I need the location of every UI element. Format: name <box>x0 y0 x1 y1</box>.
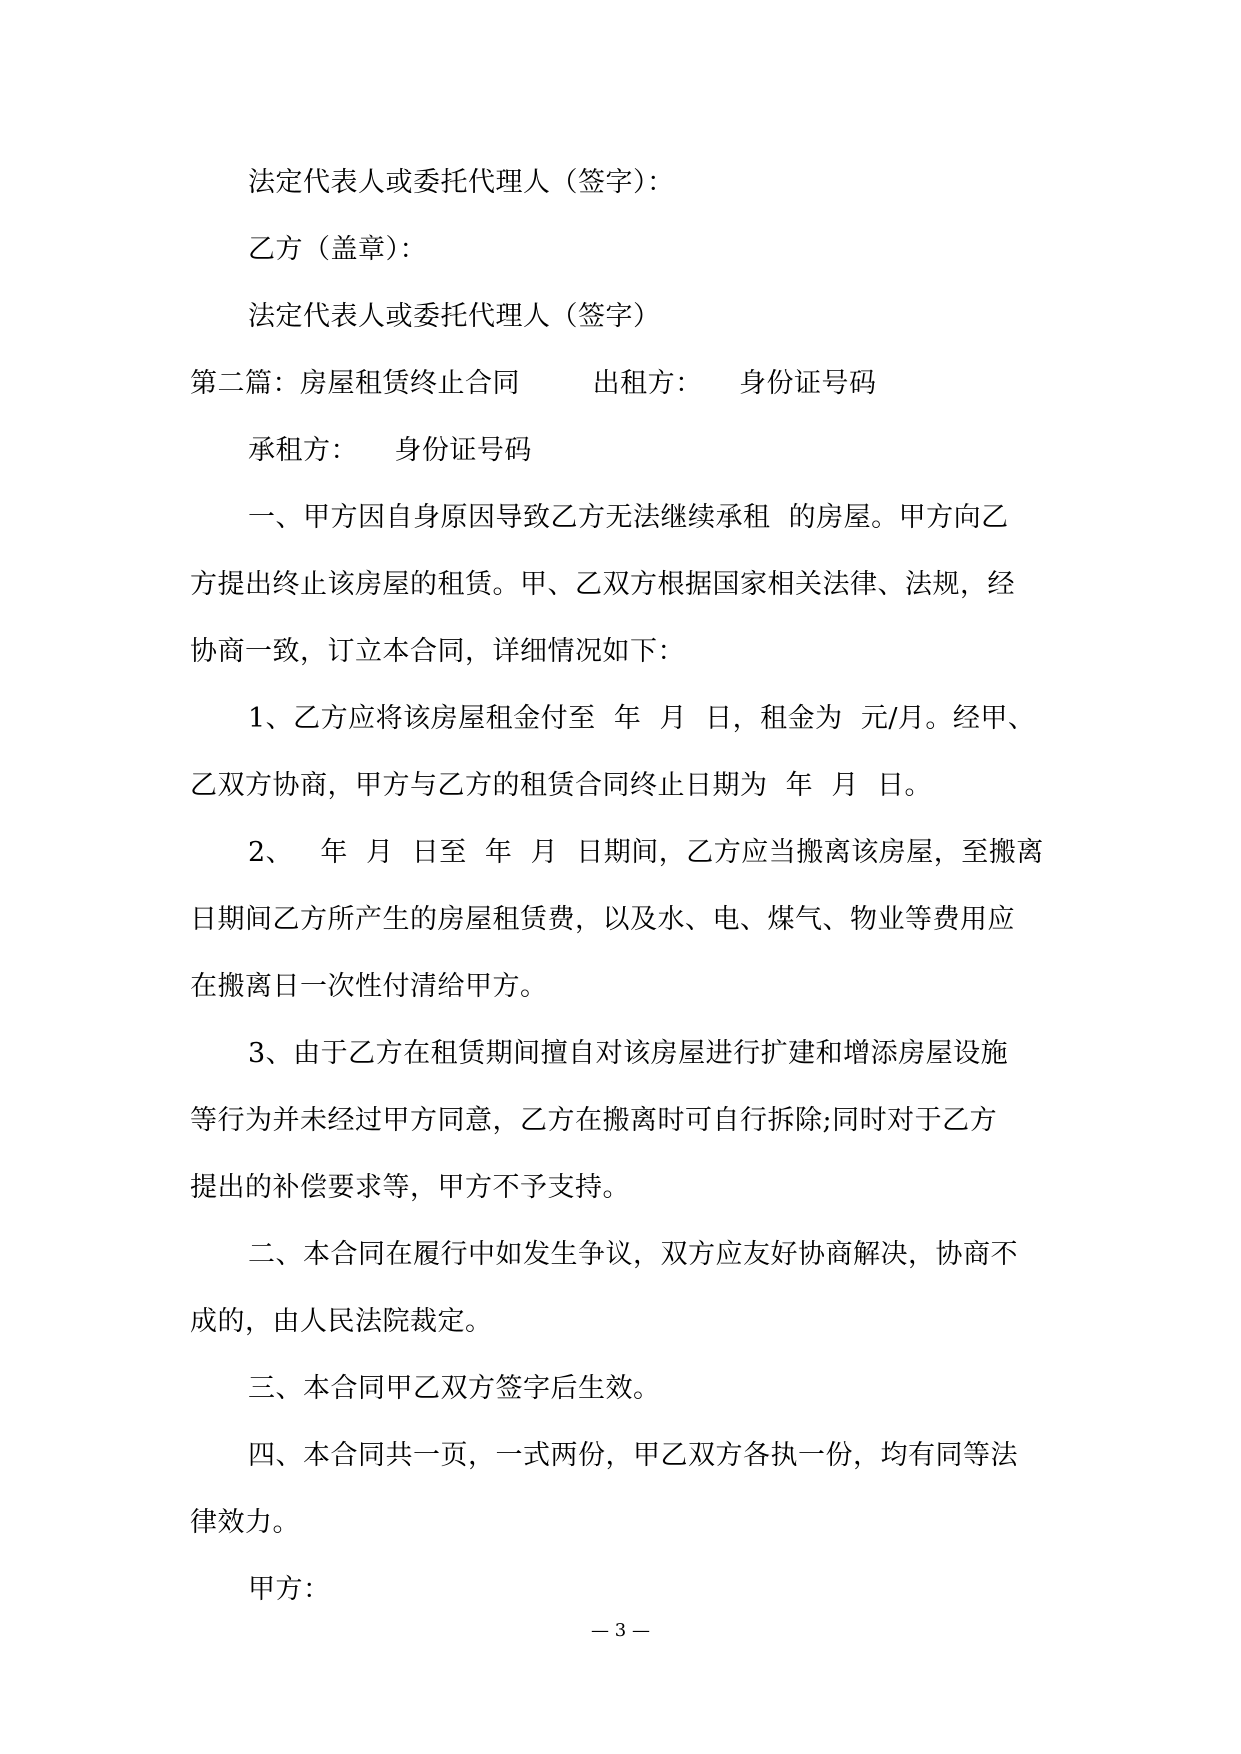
clause-1-line-2: 乙双方协商，甲方与乙方的租赁合同终止日期为 年 月 日。 <box>190 770 932 801</box>
clause-3-line-1: 3、由于乙方在租赁期间擅自对该房屋进行扩建和增添房屋设施 <box>248 1038 1009 1069</box>
signature-line-party-b-rep: 法定代表人或委托代理人（签字） <box>248 301 661 332</box>
paragraph-1-line-3: 协商一致，订立本合同，详细情况如下： <box>190 636 685 667</box>
section-heading-lessor: 第二篇：房屋租赁终止合同 出租方： 身份证号码 <box>190 368 877 399</box>
clause-1-line-1: 1、乙方应将该房屋租金付至 年 月 日，租金为 元/月。经甲、 <box>248 703 1036 734</box>
page-number: — 3 — <box>591 1620 650 1641</box>
party-b-seal-line: 乙方（盖章）： <box>248 234 427 265</box>
clause-3-line-3: 提出的补偿要求等，甲方不予支持。 <box>190 1172 630 1203</box>
paragraph-1-line-2: 方提出终止该房屋的租赁。甲、乙双方根据国家相关法律、法规，经 <box>190 569 1015 600</box>
article-2-line-1: 二、本合同在履行中如发生争议，双方应友好协商解决，协商不 <box>248 1239 1018 1270</box>
article-3-line: 三、本合同甲乙双方签字后生效。 <box>248 1373 661 1404</box>
article-4-line-1: 四、本合同共一页，一式两份，甲乙双方各执一份，均有同等法 <box>248 1440 1018 1471</box>
clause-2-line-1: 2、 年 月 日至 年 月 日期间，乙方应当搬离该房屋，至搬离 <box>248 837 1044 868</box>
lessee-line: 承租方： 身份证号码 <box>248 435 532 466</box>
clause-2-line-3: 在搬离日一次性付清给甲方。 <box>190 971 548 1002</box>
article-4-line-2: 律效力。 <box>190 1507 300 1538</box>
clause-3-line-2: 等行为并未经过甲方同意，乙方在搬离时可自行拆除;同时对于乙方 <box>190 1105 998 1136</box>
clause-2-line-2: 日期间乙方所产生的房屋租赁费，以及水、电、煤气、物业等费用应 <box>190 904 1015 935</box>
party-a-line: 甲方： <box>248 1574 331 1605</box>
paragraph-1-line-1: 一、甲方因自身原因导致乙方无法继续承租 的房屋。甲方向乙 <box>248 502 1009 533</box>
article-2-line-2: 成的，由人民法院裁定。 <box>190 1306 493 1337</box>
signature-line-party-a-rep: 法定代表人或委托代理人（签字）： <box>248 167 675 198</box>
